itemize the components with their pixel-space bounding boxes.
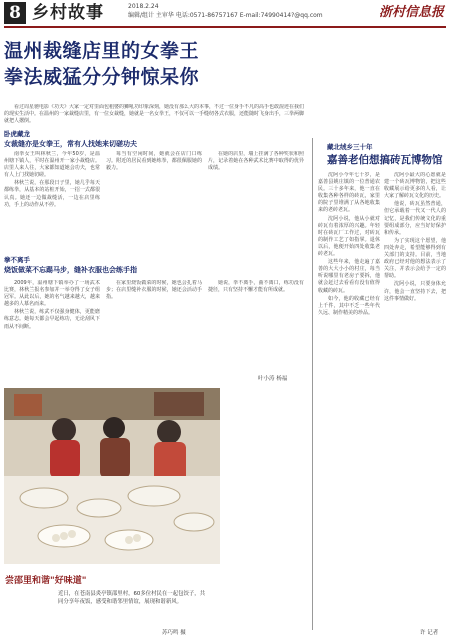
subhead1-label: 卧虎藏龙	[4, 130, 30, 138]
subhead1-title: 女裁缝亦是女拳王，常有人找她来切磋功夫	[4, 140, 137, 148]
photo-credit: 苏巧鸣 摄	[162, 630, 186, 636]
subhead2-label: 拳不离手	[4, 256, 30, 264]
page-header	[4, 2, 446, 24]
sub2-column-3: 她说，拳不离手，曲不离口，练功没有捷径，只有坚持不懈才能有所成就。	[208, 280, 304, 294]
headline-line2: 拳法威猛分分钟惊呆你	[4, 66, 200, 88]
sub2-column-1: 2009年，温州塘下镇举办了一场武术比赛，林秋兰报名参加并一举夺得了女子组冠军。从此以后，她的名气越来越大，越来越多的人慕名而来。 林秋兰说，练武不仅强身健体，更能磨练意志。她每天都会早起练功，无论刮风下雨从不间断。	[4, 280, 100, 330]
article-byline: 叶小涛 杨福	[258, 376, 288, 382]
sidebar-title: 嘉善老伯想搞砖瓦博物馆	[327, 154, 443, 166]
sub1-column-2: 每当有空闲时间，她就会在店门口练习。附近的居民看到她练拳，都很佩服她的毅力。	[106, 151, 202, 172]
sidebar-column-2: 沈阿小最大的心愿就是建一个砖瓦博物馆，把这些收藏展示给更多的人看，让大家了解砖瓦文化的历史。 他说，砖瓦虽然普通，但它承载着一代又一代人的记忆，是我们传统文化的重要组成部分，应当好好保护和传承。 为了实现这个愿望，他四处奔走，希望能够得到有关部门的支持。目前，当地政府已经对他的想法表示了关注，并表示会给予一定的帮助。 沈阿小说，只要身体允许，他会一直坚持下去，把这件事情做好。	[384, 172, 446, 302]
subhead2-title: 烧饭做菜不忘踢马步，缝补衣服也会练手指	[4, 266, 137, 274]
issue-date: 2018.2.24	[128, 3, 159, 10]
page-number: 8	[4, 2, 26, 24]
sidebar-byline: 许 记者	[420, 630, 439, 636]
dumpling-photo	[4, 388, 220, 564]
column-divider	[312, 138, 313, 630]
masthead-logo: 浙村信息报	[378, 5, 444, 20]
editor-contact: 编辑/组计 主审华 电话:0571-86757167 E-mail:74990414?@qq.com	[128, 12, 323, 19]
sidebar-column-1: 沈阿小今年七十岁，是嘉善县姚庄镇的一位普通农民。三十多年来，他一直在收集各种各样的砖瓦，家里的院子里堆满了从各地收集来的老砖老瓦。 沈阿小说，他从小就对砖瓦有着浓厚的兴趣。年轻时在砖瓦厂工作过，对砖瓦的制作工艺了如指掌。退休以后，他便开始四处收集老砖老瓦。 这些年来，他走遍了嘉善的大大小小的村庄，每当听说哪里有老房子要拆，他就会赶过去看看有没有值得收藏的砖瓦。 如今，他的收藏已经有上千件，其中不乏一些年代久远、制作精美的珍品。	[318, 172, 380, 316]
photo-caption-title: 尝邵里和谐"好味道"	[5, 576, 87, 586]
header-meta	[128, 2, 323, 20]
sub1-column-1: 南拳女王叫林秋兰，今年50岁，是温州塘下镇人，平时在温州开一家小裁缝店。店里人来人往，大家都知道她会功夫，也常有人上门找她切磋。 林秋兰说，在那段日子里，她几乎每天都练拳，从基本的站桩开始，一招一式都很认真。她还一边做裁缝活，一边在店里练功，手上的动作从不停。	[4, 151, 100, 208]
photo-caption-text: 近日，在苍南县炎亭镇邵里村，60多位村民在一起包饺子，共同分享年夜饭，感受和谐邻里情谊，展现和谐新风。	[58, 591, 206, 605]
sidebar-tag: 藏北绒乡三十年	[327, 143, 373, 151]
sub2-column-2: 在家里烧饭做菜的时候，她也会扎着马步；在店里缝补衣服的时候，她还会活动手指。	[106, 280, 202, 301]
article-intro: 看过周星驰电影《功夫》大家一定对里面包租婆的狮吼功印象深刻，她没有那么大的本事，不过一位身手不凡的高手也敢混迹在我们的现实生活中。在温州的一家裁缝店里，有一位女裁缝，她就是一名女拳王，不仅可以一手缝纫各式衣服，还能随时飞身出手，三拳两脚就把人撂倒。	[4, 104, 304, 125]
section-title: 乡村故事	[32, 3, 104, 23]
sub1-column-3: 在她的店里，墙上挂满了各种奖状和照片，记录着她在各种武术比赛中取得的优异成绩。	[208, 151, 304, 172]
header-rule	[4, 26, 446, 28]
photo-illustration	[4, 388, 220, 564]
headline-line1: 温州裁缝店里的女拳王	[4, 40, 200, 62]
